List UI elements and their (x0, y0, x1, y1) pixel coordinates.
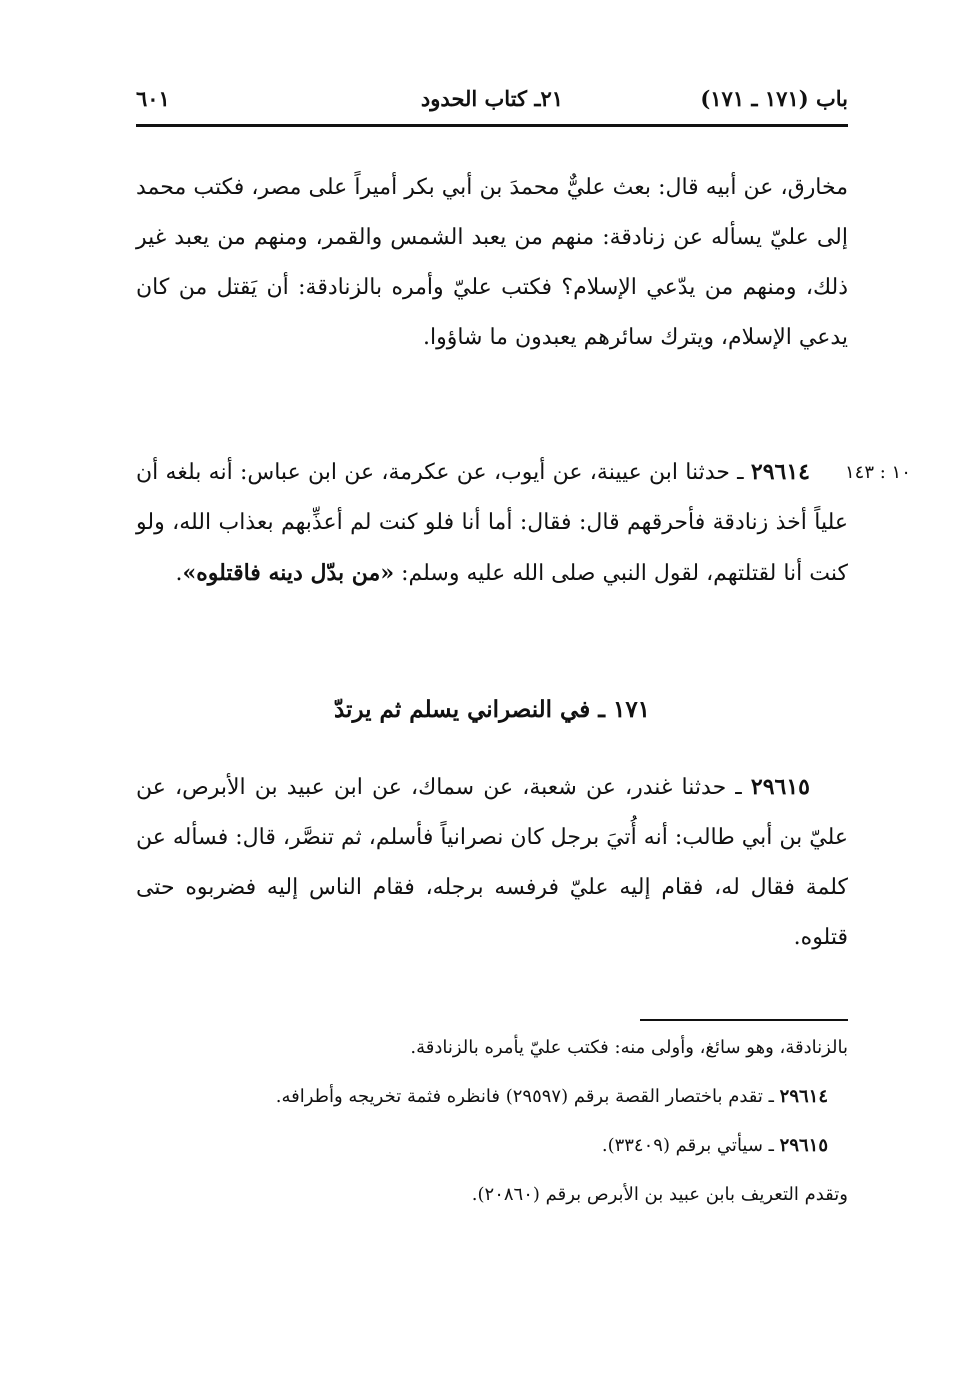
hadith-body: ـ حدثنا غندر، عن شعبة، عن سماك، عن ابن عبيد بن الأبرص، عن عليّ بن أبي طالب: أنه أُتيَ برجل كان نصرانياً فأسلم، ثم تنصَّر، قال: فسأله عن كلمة فقال له، فقام إليه عليّ فرفسه برجله، فقام الناس إليه فضربوه حتى قتلوه. (136, 775, 848, 950)
footnote-2 (136, 1077, 848, 1117)
footnotes (136, 1028, 848, 1224)
hadith-29614-text (136, 447, 848, 599)
footnote-number: ٢٩٦١٥ (779, 1135, 828, 1156)
footnote-text: ـ تقدم باختصار القصة برقم (٢٩٥٩٧) فانظره فثمة تخريجه وأطرافه. (275, 1086, 780, 1107)
footnote-4: وتقدم التعريف بابن عبيد بن الأبرص برقم (٢٠٨٦٠). (471, 1184, 848, 1205)
page-number: ٦٠١ (136, 86, 170, 111)
hadith-quote: «من بدّل دينه فاقتلوه» (182, 560, 395, 586)
hadith-29614 (136, 447, 848, 599)
paragraph-continuation (136, 163, 848, 363)
hadith-body: ـ حدثنا ابن عيينة، عن أيوب، عن عكرمة، عن ابن عباس: أنه بلغه أن علياً أخذ زنادقة فأحرقهم قال: فقال: أما أنا فلو كنت لم أعذِّبهم بعذاب الله، ولو كنت أنا لقتلتهم، لقول النبي صلى الله عليه وسلم: (136, 460, 848, 586)
footnote-1: بالزنادقة، وهو سائغ، وأولى منه: فكتب عليّ يأمره بالزنادقة. (410, 1037, 848, 1058)
header-rule (136, 124, 848, 127)
margin-reference: ١٠ : ١٤٣ (845, 462, 911, 483)
page-header (136, 86, 848, 126)
footnote-number: ٢٩٦١٤ (779, 1086, 828, 1107)
hadith-end: . (175, 561, 183, 586)
book-title: ٢١ـ كتاب الحدود (420, 86, 564, 111)
footnote-3 (136, 1126, 848, 1166)
footnote-text: ـ سيأتي برقم (٣٣٤٠٩). (601, 1135, 780, 1156)
paragraph-text: مخارق، عن أبيه قال: بعث عليٌّ محمدَ بن أبي بكر أميراً على مصر، فكتب محمد إلى عليّ يسأله عن زنادقة: منهم من يعبد الشمس والقمر، ومنهم من يعبد غير ذلك، ومنهم من يدّعي الإسلام؟ فكتب عليّ وأمره بالزنادقة: أن يَقتل من كان يدعي الإسلام، ويترك سائرهم يعبدون ما شاؤوا. (136, 175, 849, 350)
hadith-number: ٢٩٦١٥ (750, 774, 810, 800)
hadith-29615 (136, 762, 848, 963)
footnote-rule (640, 1019, 848, 1021)
section-heading: ١٧١ ـ في النصراني يسلم ثم يرتدّ (333, 696, 651, 723)
hadith-29615-text (136, 762, 848, 963)
hadith-number: ٢٩٦١٤ (750, 459, 810, 485)
chapter-range: باب (١٧١ ـ ١٧١) (700, 86, 848, 111)
